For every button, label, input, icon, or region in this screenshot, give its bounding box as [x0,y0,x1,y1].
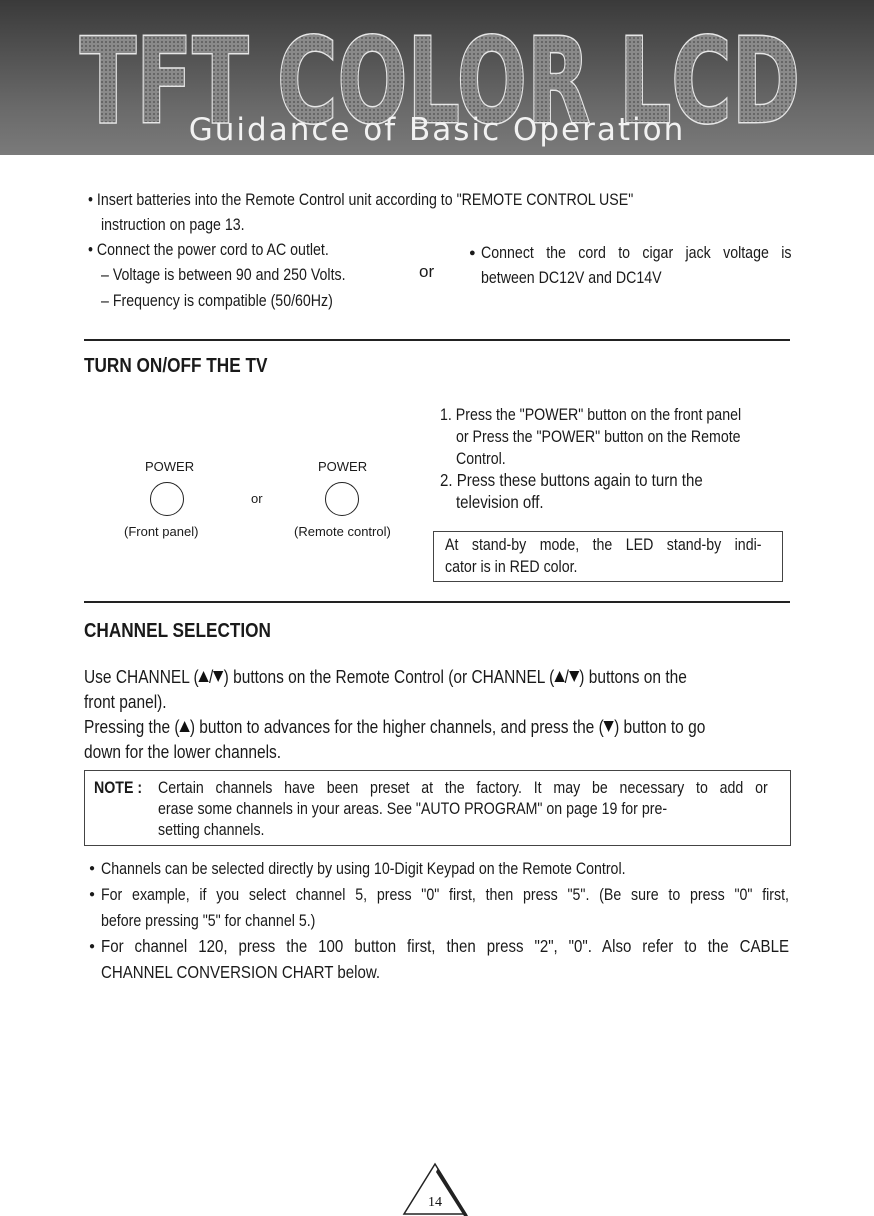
step1-line-2: or Press the "POWER" button on the Remote [456,428,741,446]
channel-bullet-2-line-2: before pressing "5" for channel 5.) [101,912,316,930]
up-arrow-icon [180,721,190,732]
step2-line-2: television off. [456,492,544,512]
channel-paragraph-2-line-2: down for the lower channels. [84,742,282,762]
power-label-remote: POWER [318,459,368,474]
intro-alt-line-2: between DC12V and DC14V [481,269,662,287]
standby-line-2: cator is in RED color. [445,558,578,576]
channel-bullet-2-line-1: For example, if you select channel 5, press "0" first, then press "5". (Be sure to press "0" first, [101,886,789,904]
channel-paragraph-1 [84,666,687,688]
intro-line-3: • Connect the power cord to AC outlet. [88,241,329,259]
bullet-icon: ● [469,247,476,259]
power-or: or [251,491,263,506]
channel-bullet-3-line-2: CHANNEL CONVERSION CHART below. [101,962,381,982]
section-divider [84,339,790,341]
bullet-icon: ● [89,941,96,952]
intro-line-2: instruction on page 13. [101,216,245,234]
slash: / [564,667,569,687]
power-button-front-icon [150,482,184,516]
step1-line-3: Control. [456,450,506,468]
up-arrow-icon [554,671,564,682]
page-subtitle: Guidance of Basic Operation [188,112,686,148]
power-button-remote-icon [325,482,359,516]
channel-paragraph-2 [84,716,705,738]
intro-line-1: • Insert batteries into the Remote Control unit according to "REMOTE CONTROL USE" [88,191,634,209]
step1-line-1: 1. Press the "POWER" button on the front panel [440,406,742,424]
slash: / [209,667,214,687]
power-label-front: POWER [145,459,195,474]
channel-selection-heading: CHANNEL SELECTION [84,620,271,642]
page-number: 14 [428,1195,442,1210]
caption-front-panel: (Front panel) [124,524,199,539]
up-arrow-icon [199,671,209,682]
p1-text-c: ) buttons on the [579,667,687,687]
turn-on-off-heading: TURN ON/OFF THE TV [84,355,268,377]
intro-line-4: – Voltage is between 90 and 250 Volts. [101,266,346,284]
intro-alt-line-1: Connect the cord to cigar jack voltage is [481,244,792,262]
note-line-3: setting channels. [158,821,265,839]
p1-text-b: ) buttons on the Remote Control (or CHANNEL ( [223,667,555,687]
down-arrow-icon [604,721,614,732]
p1-text-a: Use CHANNEL ( [84,667,199,687]
standby-line-1: At stand-by mode, the LED stand-by indi- [445,536,762,554]
intro-line-5: – Frequency is compatible (50/60Hz) [101,292,333,310]
p2-text-b: ) button to advances for the higher channels, and press the ( [189,717,604,737]
p2-text-a: Pressing the ( [84,717,180,737]
channel-bullet-1: Channels can be selected directly by using 10-Digit Keypad on the Remote Control. [101,860,626,878]
intro-or: or [419,262,435,281]
step2-line-1: 2. Press these buttons again to turn the [440,470,703,490]
page-header [0,0,874,155]
logo-text: TFT COLOR LCD [80,12,800,135]
note-line-2: erase some channels in your areas. See "AUTO PROGRAM" on page 19 for pre- [158,800,668,818]
bullet-icon: ● [89,863,96,874]
bullet-icon: ● [89,889,96,900]
down-arrow-icon [213,671,223,682]
page-number-badge [402,1162,468,1216]
down-arrow-icon [569,671,579,682]
note-line-1: Certain channels have been preset at the factory. It may be necessary to add or [158,779,768,797]
section-divider [84,601,790,603]
channel-paragraph-1-line-2: front panel). [84,692,167,712]
caption-remote-control: (Remote control) [294,524,391,539]
p2-text-c: ) button to go [614,717,706,737]
channel-bullet-3-line-1: For channel 120, press the 100 button first, then press "2", "0". Also refer to the CABLE [101,936,789,956]
note-label: NOTE : [94,779,143,797]
